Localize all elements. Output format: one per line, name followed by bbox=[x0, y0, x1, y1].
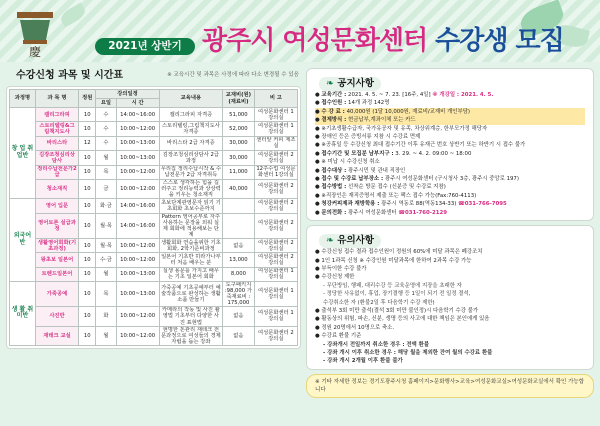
capacity-cell: 10 bbox=[79, 108, 96, 122]
col-capacity: 정원 bbox=[79, 90, 96, 108]
notice-highlight: ※ 개강일 : 2021. 4. 5. bbox=[432, 92, 494, 98]
remark-cell: 여성문화센터 1강의실 bbox=[254, 122, 297, 136]
notice-label: 수 강 료 : bbox=[321, 108, 345, 115]
caution-lines bbox=[315, 248, 585, 366]
capacity-cell: 12 bbox=[79, 136, 96, 150]
caution-line bbox=[315, 357, 585, 365]
fee-cell: 없음 bbox=[223, 326, 255, 345]
weekday-cell: 목 bbox=[96, 282, 116, 307]
remark-cell: 여성문화센터 2강의실 bbox=[254, 179, 297, 198]
schedule-title: 수강신청 과목 및 시간표 bbox=[16, 70, 124, 81]
capacity-cell: 10 bbox=[79, 213, 96, 238]
capacity-cell: 10 bbox=[79, 199, 96, 213]
time-cell: 10:00~13:00 bbox=[116, 267, 159, 281]
time-cell: 10:00~12:00 bbox=[116, 238, 159, 252]
course-name: 생활영어회화(기초과정) bbox=[35, 238, 78, 252]
category-cell: 창 업 취업반 bbox=[10, 108, 36, 199]
fee-cell: 30,000 bbox=[223, 151, 255, 165]
notice-text: ※기초생활수급자, 국가유공자 및 유족, 차상위계층, 한부모가정 해당자 bbox=[321, 125, 488, 132]
notice-line: ● 접수기간 및 모집분 남부지구 : 3. 29. ~ 4. 2. 09:00 ~ 18:00 bbox=[315, 150, 472, 157]
remark-cell: 여성문화센터 1강의실 bbox=[254, 108, 297, 122]
caution-text: - 무단방임, 행패, 대리수강 등 교육운영에 지장을 초래한 자 bbox=[323, 282, 462, 289]
table-row bbox=[10, 199, 298, 213]
fee-cell: 51,000 bbox=[223, 108, 255, 122]
weekday-cell: 월 bbox=[96, 267, 116, 281]
notice-label: 청강커피제과 재방학용 : bbox=[321, 201, 380, 208]
course-name: 캘리그라피 bbox=[35, 108, 78, 122]
col-time: 시 간 bbox=[116, 99, 159, 108]
time-cell: 14:00~16:00 bbox=[116, 108, 159, 122]
caution-line bbox=[315, 299, 585, 307]
caution-text: 수강료 환불 기준 bbox=[321, 333, 362, 340]
fee-cell bbox=[223, 199, 255, 213]
time-cell: 10:00~13:00 bbox=[116, 151, 159, 165]
remark-cell: 12주수업 여성문화센터 1강의실 bbox=[254, 165, 297, 179]
category-cell: 외국어반 bbox=[10, 199, 36, 282]
caution-line bbox=[315, 349, 585, 357]
caution-text: 수강취소한 자 (환불2일 후 다음학기 수강 제한) bbox=[323, 299, 435, 306]
caution-text: 수강신청 제한 bbox=[321, 274, 355, 281]
content-cell: 가죽공예 기초공예부터 예술작품으로 완성하는 생활 소품 만들기 bbox=[159, 282, 222, 307]
time-cell: 10:00~12:00 bbox=[116, 326, 159, 345]
schedule-panel bbox=[6, 68, 301, 420]
notice-text: ※ 미납 시 수강신청 취소 bbox=[321, 159, 380, 166]
fee-cell: 11,000 bbox=[223, 165, 255, 179]
table-row bbox=[10, 136, 298, 150]
fee-cell: 없음 bbox=[223, 307, 255, 326]
content-cell: 실생 용문를 가지고 배우는 기초 일본어 회화 bbox=[159, 267, 222, 281]
notice-line: ● ※공휴일 등 수강신청 최대 접수기간 이후 유재근 번호 상반기 또는 하반기 시 접수 불가 bbox=[315, 142, 526, 149]
caution-line: ● 수강신청 접수 결과 접수인원이 정원의 60%에 미달 과목은 폐강조치 bbox=[315, 249, 483, 256]
col-fee: 교재비(원)(재료비) bbox=[223, 90, 255, 108]
fee-cell: 8,000 bbox=[223, 267, 255, 281]
info-panel bbox=[306, 68, 594, 420]
weekday-cell: 월 bbox=[96, 326, 116, 345]
capacity-cell: 10 bbox=[79, 122, 96, 136]
table-row bbox=[10, 326, 298, 345]
course-name: 사진반 bbox=[35, 307, 78, 326]
footer-note: ※ 기타 자세한 정보는 경기도광주시청 홈페이지>문화행사>교육>여성문화교실>여성문화교실에서 확인 가능합니다 bbox=[306, 374, 594, 398]
table-row bbox=[10, 108, 298, 122]
table-row bbox=[10, 307, 298, 326]
notice-line: ● 접수방법 : 선착순 방문 접수 (신분증 및 수강료 지참) bbox=[315, 184, 446, 191]
period-pill: 2021년 상반기 bbox=[95, 38, 195, 55]
notice-text: ※공휴일 등 수강신청 최대 접수기간 이후 유재근 번호 상반기 또는 하반기 시 접수 불가 bbox=[321, 142, 526, 149]
col-content: 교육내용 bbox=[159, 90, 222, 108]
caution-text: 부득이한 수강 불가 bbox=[321, 265, 367, 272]
notice-text: 광주시민 및 관내 직장인 bbox=[348, 167, 406, 174]
content-cell: 스토리텔링,그림책지도사 자격증 bbox=[159, 122, 222, 136]
center-logo bbox=[14, 6, 56, 60]
notice-text: 3. 29. ~ 4. 2. 09:00 ~ 18:00 bbox=[395, 150, 472, 157]
time-cell: 10:00~12:00 bbox=[116, 253, 159, 267]
notice-line: ● 접수대상 : 광주시민 및 관내 직장인 bbox=[315, 167, 406, 174]
capacity-cell: 10 bbox=[79, 151, 96, 165]
fee-cell: 52,000 bbox=[223, 122, 255, 136]
leaf-icon: ❧ bbox=[326, 235, 334, 247]
course-name: 영어토론 실급과정 bbox=[35, 213, 78, 238]
time-cell: 10:00~12:00 bbox=[116, 165, 159, 179]
caution-line: ● 1인 1과목 신청 ※ 수강인원 미달과목에 한하여 2과목 수강 가능 bbox=[315, 257, 472, 264]
content-cell: 초보단계관영문자 읽기 기초회화 초보수준까지 bbox=[161, 199, 221, 212]
content-cell: 바리스타 2급 자격증 bbox=[159, 136, 222, 150]
weekday-cell: 수·금 bbox=[96, 253, 116, 267]
table-row bbox=[10, 213, 298, 238]
content-cell: 김장조청심리상담사 2급과정 bbox=[159, 151, 222, 165]
course-name: 왕초보 일본어 bbox=[35, 253, 78, 267]
col-period: 강의일정 bbox=[96, 90, 159, 99]
notice-title bbox=[319, 77, 381, 91]
notice-text: 현금납부,계좌이체 또는 카드 bbox=[348, 117, 416, 124]
time-cell: 10:00~12:00 bbox=[116, 122, 159, 136]
caution-text: - 강좌개시 전일까지 취소한 경우 : 전액 환불 bbox=[323, 341, 430, 348]
content-cell: 스스로 생각하는 힘을 길러주고 정리능력과 상상력을 키우는 청소재직 bbox=[161, 179, 221, 199]
content-cell: 생활회화 연습을위한 기초회화, 2학기준비과정 bbox=[161, 239, 221, 252]
notice-label: 교육기간 : bbox=[321, 92, 347, 98]
notice-label: 문의전화 : bbox=[321, 209, 347, 216]
notice-box bbox=[306, 68, 594, 221]
schedule-table-wrap bbox=[6, 86, 301, 349]
content-cell: 일본어 기초반 히라가나부터 처음 배우는 분 bbox=[161, 253, 221, 266]
notice-label: 접수기간 및 모집분 남부지구 : bbox=[321, 150, 394, 157]
remark-cell: 여성문화센터 2강의실 bbox=[254, 326, 297, 345]
remark-cell: 여성문화센터 2강의실 bbox=[254, 238, 297, 252]
remark-cell: 여성문화센터 1강의실 bbox=[254, 307, 297, 326]
notice-line: ● 접수 및 수강료 납부장소 : 광주시 여성문화센터 (구시청사 3층, 광주시 중앙로 197) bbox=[315, 176, 519, 183]
weekday-cell: 월·목 bbox=[96, 213, 116, 238]
notice-lines bbox=[315, 91, 585, 217]
content-cell: Pattern 영어공부로 자주 사용하는 문장을 외워 실제 회화에 적용해보는 단계 bbox=[159, 213, 222, 238]
caution-text: 수강신청 접수 결과 접수인원이 정원의 60%에 미달 과목은 폐강조치 bbox=[321, 249, 483, 256]
weekday-cell: 목 bbox=[96, 165, 116, 179]
schedule-note: ※ 교육시간 및 과목은 사정에 따라 다소 변경될 수 있음 bbox=[167, 72, 299, 78]
capacity-cell: 10 bbox=[79, 165, 96, 179]
notice-label: 접수대상 : bbox=[321, 167, 347, 174]
weekday-cell: 수 bbox=[96, 136, 116, 150]
caution-text: 출석부 3회 미만 출석(결석 3회 미만 불인정)시 다음학기 수강 불가 bbox=[321, 307, 479, 314]
title-accent: 광주시 여성문화센터 bbox=[202, 26, 428, 56]
remark-cell: 여성문화센터 2강의실 bbox=[254, 199, 297, 213]
fee-cell: 없음 bbox=[223, 238, 255, 252]
table-row bbox=[10, 122, 298, 136]
course-name: 김장조청심리상담사 bbox=[35, 151, 78, 165]
content-cell: 캘리그라피 자격증 bbox=[159, 108, 222, 122]
caution-line bbox=[315, 341, 585, 349]
schedule-table bbox=[9, 89, 298, 346]
table-row bbox=[10, 267, 298, 281]
caution-text: 1인 1과목 신청 ※ 수강인원 미달과목에 한하여 2과목 수강 가능 bbox=[321, 257, 472, 264]
course-name: 재테크 교실 bbox=[35, 326, 78, 345]
leaf-icon: ❧ bbox=[326, 78, 334, 89]
notice-label: 접수 및 수강료 납부장소 : bbox=[321, 176, 384, 183]
fee-cell: 13,000 bbox=[223, 253, 255, 267]
notice-line: ● ※직장인은 재직증명서 제출 또는 팩스 접수 가능(Fax:760-4113) bbox=[315, 192, 477, 199]
notice-text: 광주시 역동로 88(역동134-33) bbox=[381, 201, 457, 208]
col-weekday: 요일 bbox=[96, 99, 116, 108]
notice-label: 결제방식 : bbox=[321, 117, 347, 124]
notice-text: 40,000원 (1달 10,000원, 재료비/교재비 개인부담) bbox=[346, 108, 471, 115]
notice-label: 접수방법 : bbox=[321, 184, 347, 191]
col-category: 과정명 bbox=[10, 90, 36, 108]
caution-text: - 강좌 개시 2개월 이후 환불 불가 bbox=[323, 358, 403, 365]
remark-cell: 여성문화센터 2강의실 bbox=[254, 151, 297, 165]
caution-line bbox=[315, 290, 585, 298]
course-name: 스토리텔링&그림책지도사 bbox=[35, 122, 78, 136]
time-cell: 14:00~16:00 bbox=[116, 213, 159, 238]
capacity-cell: 10 bbox=[79, 253, 96, 267]
caution-title bbox=[319, 234, 381, 248]
notice-line: ● 수 강 료 : 40,000원 (1달 10,000원, 재료비/교재비 개인부담) bbox=[315, 108, 585, 116]
time-cell: 14:00~16:00 bbox=[116, 199, 159, 213]
notice-text: 선착순 방문 접수 (신분증 및 수강료 지참) bbox=[348, 184, 446, 191]
content-cell: 카메라의 작동 및 사진 촬영법 기초부터 다양한 사진 표현법 bbox=[159, 307, 222, 326]
notice-text: 14개 과정 142명 bbox=[348, 100, 390, 107]
course-name: 정리수납전문가2급 bbox=[37, 166, 77, 179]
weekday-cell: 화·금 bbox=[96, 199, 116, 213]
content-cell: 우리집 정리수납시작 & 수납전문가 2급 자격취득 bbox=[160, 166, 222, 179]
capacity-cell: 10 bbox=[79, 282, 96, 307]
capacity-cell: 10 bbox=[79, 179, 96, 198]
caution-line: ● 수강료 환불 기준 bbox=[315, 333, 362, 340]
weekday-cell: 수 bbox=[96, 108, 116, 122]
table-row bbox=[10, 151, 298, 165]
notice-highlight: ☎031-760-2129 bbox=[398, 209, 448, 216]
content-cell: 현명한 돈관리 재테크 전문과정으로 여성들의 경제 자립을 돕는 강좌 bbox=[161, 326, 221, 345]
notice-text: 2021. 4. 5. ~ 7. 23. [16주, 4일] bbox=[348, 92, 431, 98]
remark-cell: 여성문화센터 2강의실 bbox=[254, 253, 297, 267]
table-row bbox=[10, 165, 298, 179]
time-cell: 10:00~12:00 bbox=[116, 179, 159, 198]
notice-text: 장애인 등은 증빙서류 지참 시 수강료 면제 bbox=[321, 134, 421, 141]
notice-line: ● 문의전화 : 광주시 여성문화센터 ☎031-760-2129 bbox=[315, 209, 448, 216]
caution-line bbox=[315, 282, 585, 290]
capacity-cell: 10 bbox=[79, 326, 96, 345]
weekday-cell: 금 bbox=[96, 179, 116, 198]
fee-cell: 30,000 bbox=[223, 136, 255, 150]
course-name: 청소재직 bbox=[35, 179, 78, 198]
notice-line: ● 교육기간 : 2021. 4. 5. ~ 7. 23. [16주, 4일] ※ 개강일 : 2021. 4. 5. bbox=[315, 92, 494, 98]
capacity-cell: 10 bbox=[79, 267, 96, 281]
title-rest: 수강생 모집 bbox=[427, 26, 564, 56]
capacity-cell: 10 bbox=[79, 238, 96, 252]
course-name: 바리스타 bbox=[35, 136, 78, 150]
notice-line: ● 결제방식 : 현금납부,계좌이체 또는 카드 bbox=[315, 116, 585, 124]
course-name: 트렌드일본어 bbox=[35, 267, 78, 281]
notice-text: 광주시 여성문화센터 (구시청사 3층, 광주시 중앙로 197) bbox=[384, 176, 519, 183]
weekday-cell: 수 bbox=[96, 122, 116, 136]
notice-text: 광주시 여성문화센터 bbox=[348, 209, 397, 216]
weekday-cell: 월·목 bbox=[96, 238, 116, 252]
notice-text: ※직장인은 재직증명서 제출 또는 팩스 접수 가능(Fax:760-4113) bbox=[321, 192, 477, 199]
notice-line: ● 장애인 등은 증빙서류 지참 시 수강료 면제 bbox=[315, 134, 421, 141]
weekday-cell: 화 bbox=[96, 307, 116, 326]
caution-text: 정원 20명에서 10명으로 축소. bbox=[321, 324, 395, 331]
caution-line: ● 부득이한 수강 불가 bbox=[315, 265, 367, 272]
table-row bbox=[10, 282, 298, 307]
caution-box bbox=[306, 225, 594, 370]
notice-title-text: 공지사항 bbox=[337, 78, 374, 89]
notice-label: 접수인원 : bbox=[321, 100, 347, 107]
remark-cell: 여성문화센터 2강의실 bbox=[254, 213, 297, 238]
fee-cell: 도구패키지 :98,000 가죽재료비 : 175,000 bbox=[223, 282, 255, 307]
capacity-cell: 10 bbox=[79, 307, 96, 326]
col-course: 과 목 명 bbox=[35, 90, 78, 108]
caution-title-text: 유의사항 bbox=[337, 235, 374, 247]
table-row bbox=[10, 238, 298, 252]
svg-text:慶: 慶 bbox=[28, 45, 42, 59]
table-row bbox=[10, 253, 298, 267]
caution-line: ● 출석부 3회 미만 출석(결석 3회 미만 불인정)시 다음학기 수강 불가 bbox=[315, 307, 479, 314]
remark-cell: 센터앞 커피 제조실 bbox=[254, 136, 297, 150]
weekday-cell: 월 bbox=[96, 151, 116, 165]
caution-text: - 강좌 개시 이후 취소한 경우 : 해당 월을 제외한 잔여 월의 수강료 환불 bbox=[323, 349, 493, 356]
remark-cell: 여성문화센터 1강의실 bbox=[254, 282, 297, 307]
page-title bbox=[202, 20, 564, 57]
caution-text: - 정당한 사유없이, 휴업, 장기결행 등 1일이 되기 전 일정 결석, bbox=[323, 291, 471, 298]
remark-cell: 여성문화센터 1강의실 bbox=[254, 267, 297, 281]
time-cell: 10:00~12:00 bbox=[116, 307, 159, 326]
caution-line: ● 정원 20명에서 10명으로 축소. bbox=[315, 324, 395, 331]
caution-line: ● 활동상의 위험, 파손, 신분, 생명 등의 사고에 대한 책임은 본인에게 있음 bbox=[315, 316, 490, 323]
notice-line: ● 청강커피제과 재방학용 : 광주시 역동로 88(역동134-33) ☎031-766-7095 bbox=[315, 201, 507, 208]
time-cell: 10:00~13:00 bbox=[116, 136, 159, 150]
course-name: 영어 입문 bbox=[35, 199, 78, 213]
table-row bbox=[10, 179, 298, 198]
notice-line: ● ※기초생활수급자, 국가유공자 및 유족, 차상위계층, 한부모가정 해당자 bbox=[315, 125, 488, 132]
notice-highlight: ☎031-766-7095 bbox=[458, 201, 507, 208]
notice-line: ● ※ 미납 시 수강신청 취소 bbox=[315, 159, 380, 166]
course-name: 가죽공예 bbox=[35, 282, 78, 307]
caution-text: 활동상의 위험, 파손, 신분, 생명 등의 사고에 대한 책임은 본인에게 있음 bbox=[321, 316, 490, 323]
time-cell: 10:00~13:00 bbox=[116, 282, 159, 307]
fee-cell bbox=[223, 213, 255, 238]
col-remark: 비 고 bbox=[254, 90, 297, 108]
schedule-body bbox=[10, 108, 298, 346]
category-cell: 생 활 취미반 bbox=[10, 282, 36, 346]
caution-line: ● 수강신청 제한 bbox=[315, 274, 355, 281]
fee-cell: 40,000 bbox=[223, 179, 255, 198]
notice-line: ● 접수인원 : 14개 과정 142명 bbox=[315, 100, 390, 107]
